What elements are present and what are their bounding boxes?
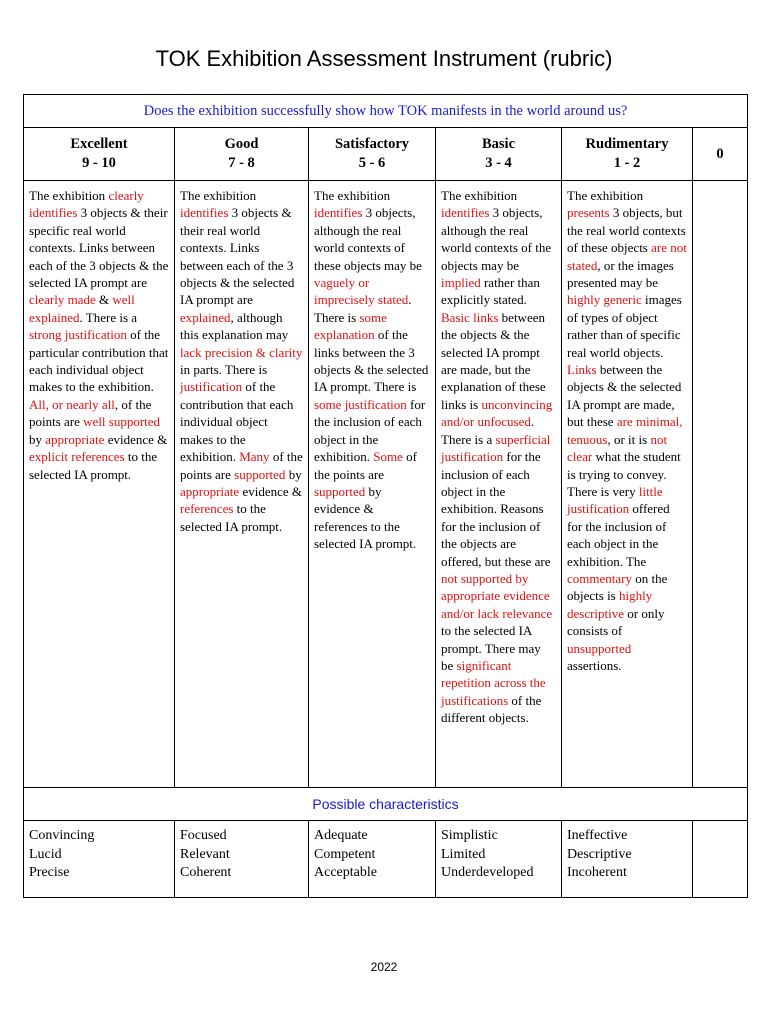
characteristics-zero [693, 821, 748, 898]
descriptor-text: 3 objects, although the real world contexts of these objects may be [314, 205, 422, 273]
characteristic: Acceptable [314, 865, 377, 880]
highlighted-phrase: unsupported [567, 640, 632, 656]
highlighted-phrase: well explained [29, 292, 135, 325]
descriptor-rudimentary [562, 181, 693, 788]
descriptor-text: The exhibition [29, 188, 109, 203]
level-header-rudimentary [562, 128, 693, 181]
highlighted-phrase: Some [373, 449, 403, 465]
highlighted-phrase: All, or nearly all [29, 396, 115, 412]
descriptor-text: . There is a [79, 309, 138, 325]
level-range: 3 - 4 [485, 155, 512, 171]
descriptor-text: by [285, 466, 302, 482]
descriptor-text: to the selected IA prompt. [29, 449, 158, 482]
characteristic: Relevant [180, 846, 230, 862]
highlighted-phrase: identifies [441, 205, 490, 221]
highlighted-phrase: are minimal, tenuous [567, 414, 683, 447]
descriptor-text: assertions. [567, 657, 622, 673]
descriptor-text: 3 objects & their real world contexts. Links between each of the 3 objects & the selected IA prompt are [180, 205, 295, 308]
highlighted-phrase: identifies [180, 205, 229, 221]
level-header-satisfactory [309, 128, 436, 181]
characteristic: Coherent [180, 865, 232, 880]
descriptor-text: , or the images presented may be [567, 257, 674, 291]
characteristics-satisfactory [309, 821, 436, 898]
highlighted-phrase: some justification [314, 396, 407, 412]
descriptor-text: images of types of object rather than of specific real world objects. [567, 292, 682, 360]
highlighted-phrase: significant repetition across the justifications [441, 657, 546, 708]
level-header-zero [693, 128, 748, 181]
highlighted-phrase: commentary [567, 570, 632, 586]
highlighted-phrase: vaguely or imprecisely stated [314, 275, 409, 308]
descriptor-text: for the inclusion of each object in the exhibition. [314, 396, 426, 465]
descriptor-text: The exhibition [180, 188, 257, 203]
descriptor-text: to the selected IA prompt. [180, 501, 283, 534]
characteristic: Precise [29, 865, 70, 880]
level-header-basic [436, 128, 562, 181]
highlighted-phrase: explained [180, 309, 231, 325]
level-header-row [24, 128, 748, 181]
descriptor-text: of the points are [314, 449, 417, 482]
highlighted-phrase: strong justification [29, 327, 127, 343]
highlighted-phrase: supported [314, 483, 366, 499]
highlighted-phrase: are not stated [567, 240, 687, 273]
highlighted-phrase: justification [180, 379, 243, 395]
descriptor-text: . There is a [441, 414, 535, 447]
descriptor-text: rather than explicitly stated. [441, 275, 540, 308]
level-name: Excellent [70, 136, 128, 152]
descriptor-text: between the objects & the selected IA prompt are made, but these [567, 362, 682, 430]
highlighted-phrase: clearly made [29, 292, 96, 308]
level-name: Basic [481, 136, 516, 152]
characteristic: Descriptive [567, 846, 632, 862]
highlighted-phrase: highly generic [567, 292, 642, 308]
descriptor-text: in parts. There is [180, 362, 268, 378]
highlighted-phrase: not supported by appropriate evidence and/or lack relevance [441, 570, 553, 621]
characteristics-excellent [24, 821, 175, 898]
descriptor-text: 3 objects & their specific real world contexts. Links between each of the 3 objects & the selected IA prompt are [29, 205, 169, 291]
descriptor-text: & [95, 292, 113, 308]
characteristic: Adequate [314, 828, 368, 843]
descriptor-basic [436, 181, 562, 788]
highlighted-phrase: Basic links [441, 309, 499, 325]
descriptor-text: for the inclusion of each object in the exhibition. Reasons for the inclusion of the objects are offered, but these are [441, 449, 551, 569]
highlighted-phrase: supported [234, 466, 286, 482]
highlighted-phrase: appropriate [45, 431, 105, 447]
characteristic: Underdeveloped [441, 865, 534, 880]
level-header-excellent [24, 128, 175, 181]
characteristics-rudimentary [562, 821, 693, 898]
characteristic: Ineffective [567, 828, 628, 843]
descriptor-text: of the links between the 3 objects & the selected IA prompt. There is [314, 327, 429, 395]
descriptor-text: of the contribution that each individual object makes to the exhibition. [180, 379, 294, 465]
highlighted-phrase: presents [567, 205, 610, 221]
highlighted-phrase: explicit references [29, 449, 125, 465]
level-range: 0 [716, 145, 724, 162]
descriptor-text: between the objects & the selected IA prompt are made, but the explanation of these links is [441, 309, 546, 412]
highlighted-phrase: some explanation [314, 309, 387, 343]
descriptor-text: by evidence & references to the selected IA prompt. [314, 483, 417, 552]
descriptor-text: on the objects is [567, 570, 668, 604]
highlighted-phrase: not clear [567, 431, 668, 465]
highlighted-phrase: little justification [567, 483, 663, 517]
page-title: TOK Exhibition Assessment Instrument (rubric) [155, 46, 613, 71]
characteristic: Lucid [29, 846, 62, 862]
level-range: 7 - 8 [228, 155, 255, 171]
guiding-question: Does the exhibition successfully show how TOK manifests in the world around us? [24, 95, 748, 128]
descriptor-text: evidence & [239, 483, 303, 499]
descriptor-satisfactory [309, 181, 436, 788]
level-name: Satisfactory [334, 136, 410, 152]
level-name: Good [224, 136, 259, 152]
highlighted-phrase: appropriate [180, 483, 240, 499]
level-range: 9 - 10 [82, 155, 116, 171]
characteristic: Incoherent [567, 865, 627, 880]
descriptor-text: , or it is [607, 431, 651, 447]
descriptor-row [24, 181, 748, 788]
descriptor-text: of the different objects. [441, 692, 542, 726]
highlighted-phrase: highly descriptive [567, 588, 653, 621]
descriptor-zero [693, 181, 748, 788]
highlighted-phrase: clearly identifies [29, 188, 144, 221]
highlighted-phrase: well supported [83, 414, 161, 430]
characteristic: Competent [314, 846, 376, 862]
level-name: Rudimentary [585, 136, 669, 152]
possible-characteristics-row [24, 788, 748, 821]
question-row [24, 95, 748, 128]
characteristics-row [24, 821, 748, 898]
descriptor-text: The exhibition [314, 188, 391, 203]
descriptor-text: , of the points are [29, 396, 152, 430]
descriptor-text: by [29, 431, 46, 447]
descriptor-text: . There is [314, 292, 412, 325]
highlighted-phrase: Links [567, 362, 597, 378]
descriptor-excellent [24, 181, 175, 788]
highlighted-phrase: references [180, 501, 234, 517]
descriptor-text: , although this explanation may [180, 309, 289, 343]
highlighted-phrase: superficial justification [441, 431, 551, 465]
characteristic: Limited [441, 846, 486, 862]
highlighted-phrase: identifies [314, 205, 363, 221]
descriptor-text: 3 objects, although the real world contexts of the objects may be [441, 205, 552, 273]
characteristic: Focused [180, 828, 227, 843]
characteristic: Simplistic [441, 828, 498, 843]
descriptor-good [175, 181, 309, 788]
descriptor-text: offered for the inclusion of each object in the exhibition. The [567, 501, 670, 569]
highlighted-phrase: unconvincing and/or unfocused [441, 396, 553, 430]
characteristics-basic [436, 821, 562, 898]
highlighted-phrase: lack precision & clarity [180, 344, 303, 360]
descriptor-text: The exhibition [567, 188, 644, 203]
characteristics-good [175, 821, 309, 898]
possible-characteristics-heading: Possible characteristics [24, 788, 748, 821]
level-range: 5 - 6 [358, 155, 386, 171]
descriptor-text: evidence & [104, 431, 168, 447]
descriptor-text: of the particular contribution that each individual object makes to the exhibition. [29, 327, 169, 395]
level-header-good [175, 128, 309, 181]
highlighted-phrase: implied [441, 275, 481, 291]
rubric-table [23, 94, 748, 898]
highlighted-phrase: Many [239, 449, 270, 465]
descriptor-text: or only consists of [567, 605, 665, 639]
descriptor-text: 3 objects, but the real world contexts of these objects [567, 205, 686, 256]
descriptor-text: The exhibition [441, 188, 518, 203]
descriptor-text: to the selected IA prompt. There may be [441, 623, 541, 673]
level-range: 1 - 2 [613, 155, 641, 171]
footer-year: 2022 [370, 960, 398, 974]
characteristic: Convincing [29, 828, 95, 843]
descriptor-text: of the points are [180, 449, 303, 482]
descriptor-text: what the student is trying to convey. There is very [567, 449, 681, 499]
